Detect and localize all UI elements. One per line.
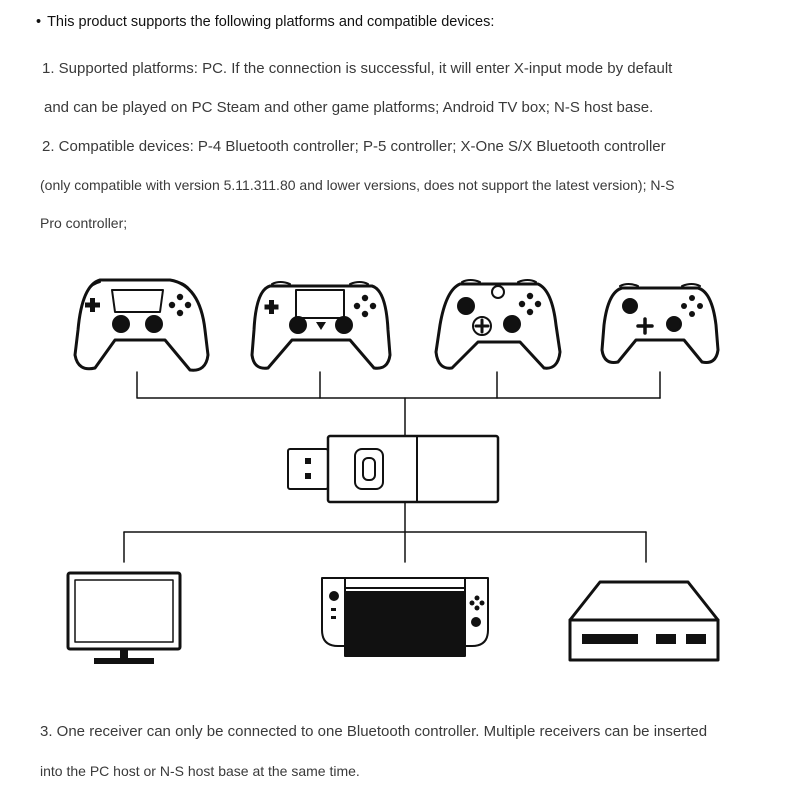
bullet-icon: • xyxy=(36,14,42,30)
item3-line2: into the PC host or N-S host base at the same time. xyxy=(40,763,360,779)
intro-text: This product supports the following platforms and compatible devices: xyxy=(47,14,495,30)
pc-monitor-icon xyxy=(68,573,180,664)
android-tv-box-icon xyxy=(570,582,718,660)
intro-line xyxy=(36,12,494,32)
item1-line1: 1. Supported platforms: PC. If the connection is successful, it will enter X-input mode by default xyxy=(42,60,673,77)
item2-line1: 2. Compatible devices: P-4 Bluetooth controller; P-5 controller; X-One S/X Bluetooth controller xyxy=(42,138,666,155)
p5-controller-icon xyxy=(75,280,208,370)
xone-controller-icon xyxy=(436,280,560,368)
host-connector-lines xyxy=(124,502,646,562)
ns-host-base-icon xyxy=(322,578,488,656)
p4-controller-icon xyxy=(252,282,390,368)
ns-pro-controller-icon xyxy=(602,284,718,363)
item1-line2: and can be played on PC Steam and other game platforms; Android TV box; N-S host base. xyxy=(44,99,654,116)
item2-line3: Pro controller; xyxy=(40,215,128,231)
controller-connector-lines xyxy=(137,372,660,435)
usb-receiver-icon xyxy=(288,436,498,502)
item2-line2: (only compatible with version 5.11.311.80 and lower versions, does not support the latest version); N-S xyxy=(40,177,675,193)
item3-line1: 3. One receiver can only be connected to one Bluetooth controller. Multiple receivers can be inserted xyxy=(40,723,708,740)
connection-diagram xyxy=(0,260,800,700)
